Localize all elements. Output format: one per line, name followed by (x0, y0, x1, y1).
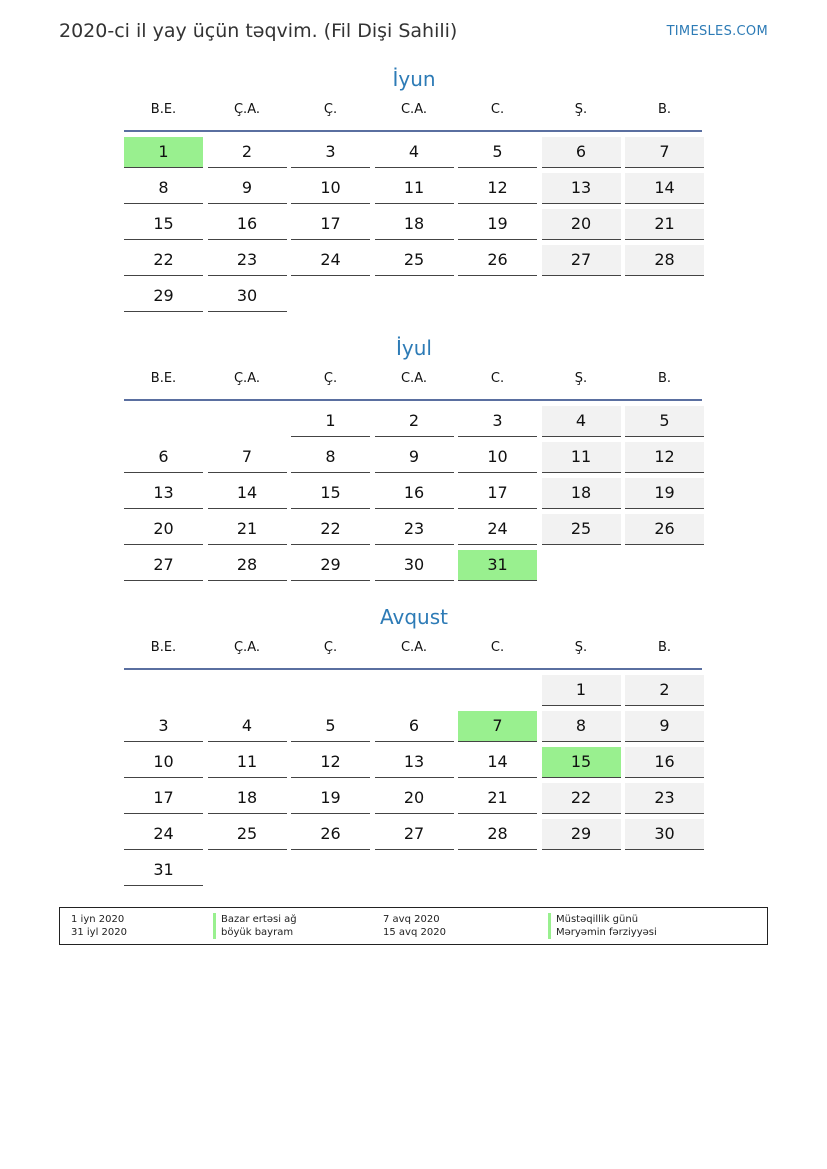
day-cell[interactable]: 21 (208, 514, 287, 545)
month-block (124, 335, 704, 586)
holiday-day-cell[interactable]: 15 (542, 747, 621, 778)
legend-names-right (556, 913, 657, 939)
day-cell[interactable]: 12 (625, 442, 704, 473)
week-row (124, 281, 704, 317)
weekday-label: B.E. (150, 102, 177, 117)
legend-color-marker (548, 913, 551, 939)
day-cell[interactable]: 30 (208, 281, 287, 312)
day-cell[interactable]: 18 (375, 209, 454, 240)
day-cell[interactable]: 22 (124, 245, 203, 276)
day-cell[interactable]: 11 (375, 173, 454, 204)
empty-day-cell (458, 855, 537, 886)
day-cell[interactable]: 5 (625, 406, 704, 437)
empty-day-cell (625, 550, 704, 581)
day-cell[interactable]: 13 (375, 747, 454, 778)
day-cell[interactable]: 18 (542, 478, 621, 509)
day-cell[interactable]: 29 (542, 819, 621, 850)
weekday-label: C.A. (400, 102, 427, 117)
day-cell[interactable]: 27 (124, 550, 203, 581)
legend-holiday-name: Məryəmin fərziyyəsi (556, 927, 657, 938)
weekday-label: Ç. (323, 371, 338, 386)
empty-day-cell (542, 281, 621, 312)
day-cell[interactable]: 17 (291, 209, 370, 240)
week-row (124, 711, 704, 747)
legend-date: 1 iyn 2020 (71, 914, 125, 925)
day-cell[interactable]: 5 (291, 711, 370, 742)
day-cell[interactable]: 10 (124, 747, 203, 778)
weekday-label: Ş. (574, 640, 588, 655)
day-cell[interactable]: 6 (124, 442, 203, 473)
header-divider (124, 399, 702, 401)
day-cell[interactable]: 8 (542, 711, 621, 742)
empty-day-cell (625, 855, 704, 886)
day-cell[interactable]: 31 (124, 855, 203, 886)
day-cell[interactable]: 26 (291, 819, 370, 850)
day-cell[interactable]: 23 (208, 245, 287, 276)
legend-color-marker (213, 913, 216, 939)
weekday-label: B. (657, 102, 672, 117)
day-cell[interactable]: 9 (208, 173, 287, 204)
day-cell[interactable]: 22 (291, 514, 370, 545)
week-row (124, 783, 704, 819)
day-cell[interactable]: 26 (625, 514, 704, 545)
day-cell[interactable]: 24 (458, 514, 537, 545)
day-cell[interactable]: 20 (375, 783, 454, 814)
weekday-label: Ç. (323, 640, 338, 655)
week-row (124, 245, 704, 281)
week-row (124, 442, 704, 478)
legend-names-left (221, 913, 297, 939)
weekday-header (124, 638, 704, 668)
day-cell[interactable]: 14 (208, 478, 287, 509)
week-row (124, 855, 704, 891)
weekday-label: Ç. (323, 102, 338, 117)
weekday-label: B. (657, 371, 672, 386)
day-cell[interactable]: 22 (542, 783, 621, 814)
weekday-label: B. (657, 640, 672, 655)
day-cell[interactable]: 2 (375, 406, 454, 437)
empty-day-cell (208, 855, 287, 886)
empty-day-cell (124, 406, 203, 437)
day-cell[interactable]: 28 (208, 550, 287, 581)
month-block (124, 604, 704, 891)
day-cell[interactable]: 25 (542, 514, 621, 545)
holiday-day-cell[interactable]: 7 (458, 711, 537, 742)
weekday-header (124, 100, 704, 130)
weekday-label: B.E. (150, 640, 177, 655)
week-row (124, 514, 704, 550)
legend-date: 7 avq 2020 (383, 914, 440, 925)
day-cell[interactable]: 19 (291, 783, 370, 814)
weekday-label: Ç.A. (233, 102, 260, 117)
weekday-label: Ç.A. (233, 640, 260, 655)
empty-day-cell (208, 406, 287, 437)
day-cell[interactable]: 10 (458, 442, 537, 473)
month-title: İyul (396, 336, 432, 360)
week-row (124, 137, 704, 173)
legend-holiday-name: Müstəqillik günü (556, 914, 639, 925)
day-cell[interactable]: 24 (291, 245, 370, 276)
empty-day-cell (458, 675, 537, 706)
empty-day-cell (375, 281, 454, 312)
day-cell[interactable]: 1 (291, 406, 370, 437)
day-cell[interactable]: 11 (208, 747, 287, 778)
holiday-day-cell[interactable]: 31 (458, 550, 537, 581)
day-cell[interactable]: 4 (542, 406, 621, 437)
week-row (124, 173, 704, 209)
day-cell[interactable]: 8 (124, 173, 203, 204)
day-cell[interactable]: 25 (208, 819, 287, 850)
day-cell[interactable]: 24 (124, 819, 203, 850)
legend-dates-left (71, 913, 127, 939)
month-block (124, 66, 704, 317)
month-title: İyun (392, 67, 436, 91)
day-cell[interactable]: 14 (458, 747, 537, 778)
legend-dates-right (383, 913, 446, 939)
day-cell[interactable]: 20 (124, 514, 203, 545)
day-cell[interactable]: 12 (458, 173, 537, 204)
empty-day-cell (458, 281, 537, 312)
holiday-day-cell[interactable]: 1 (124, 137, 203, 168)
empty-day-cell (291, 281, 370, 312)
day-cell[interactable]: 9 (375, 442, 454, 473)
weekday-label: Ç.A. (233, 371, 260, 386)
day-cell[interactable]: 19 (458, 209, 537, 240)
day-cell[interactable]: 17 (124, 783, 203, 814)
empty-day-cell (124, 675, 203, 706)
day-cell[interactable]: 16 (625, 747, 704, 778)
weekday-label: C.A. (400, 640, 427, 655)
day-cell[interactable]: 27 (542, 245, 621, 276)
day-cell[interactable]: 23 (375, 514, 454, 545)
legend-date: 31 iyl 2020 (71, 927, 128, 938)
header-divider (124, 668, 702, 670)
day-cell[interactable]: 1 (542, 675, 621, 706)
header-divider (124, 130, 702, 132)
legend-holiday-name: böyük bayram (221, 927, 294, 938)
weekday-header (124, 369, 704, 399)
day-cell[interactable]: 27 (375, 819, 454, 850)
week-row (124, 747, 704, 783)
day-cell[interactable]: 16 (208, 209, 287, 240)
week-row (124, 478, 704, 514)
week-row (124, 209, 704, 245)
day-cell[interactable]: 3 (458, 406, 537, 437)
legend-holiday-name: Bazar ertəsi ağ (221, 914, 297, 925)
day-cell[interactable]: 16 (375, 478, 454, 509)
day-cell[interactable]: 4 (208, 711, 287, 742)
day-cell[interactable]: 7 (625, 137, 704, 168)
day-cell[interactable]: 13 (542, 173, 621, 204)
day-cell[interactable]: 11 (542, 442, 621, 473)
day-cell[interactable]: 26 (458, 245, 537, 276)
weekday-label: C. (490, 102, 505, 117)
day-cell[interactable]: 23 (625, 783, 704, 814)
month-title: Avqust (380, 605, 448, 629)
day-cell[interactable]: 10 (291, 173, 370, 204)
weekday-label: C. (490, 640, 505, 655)
day-cell[interactable]: 4 (375, 137, 454, 168)
week-row (124, 675, 704, 711)
day-cell[interactable]: 19 (625, 478, 704, 509)
weekday-label: C. (490, 371, 505, 386)
week-row (124, 406, 704, 442)
day-cell[interactable]: 29 (291, 550, 370, 581)
empty-day-cell (542, 550, 621, 581)
weekday-label: B.E. (150, 371, 177, 386)
day-cell[interactable]: 6 (542, 137, 621, 168)
day-cell[interactable]: 8 (291, 442, 370, 473)
weekday-label: C.A. (400, 371, 427, 386)
day-cell[interactable]: 14 (625, 173, 704, 204)
day-cell[interactable]: 25 (375, 245, 454, 276)
day-cell[interactable]: 15 (291, 478, 370, 509)
day-cell[interactable]: 17 (458, 478, 537, 509)
day-cell[interactable]: 21 (458, 783, 537, 814)
day-cell[interactable]: 18 (208, 783, 287, 814)
site-link[interactable]: TIMESLES.COM (666, 24, 768, 39)
day-cell[interactable]: 15 (124, 209, 203, 240)
day-cell[interactable]: 9 (625, 711, 704, 742)
empty-day-cell (208, 675, 287, 706)
day-cell[interactable]: 2 (625, 675, 704, 706)
day-cell[interactable]: 7 (208, 442, 287, 473)
legend-date: 15 avq 2020 (383, 927, 446, 938)
empty-day-cell (625, 281, 704, 312)
empty-day-cell (375, 855, 454, 886)
empty-day-cell (542, 855, 621, 886)
empty-day-cell (291, 855, 370, 886)
week-row (124, 550, 704, 586)
day-cell[interactable]: 6 (375, 711, 454, 742)
day-cell[interactable]: 3 (124, 711, 203, 742)
weekday-label: Ş. (574, 102, 588, 117)
day-cell[interactable]: 12 (291, 747, 370, 778)
holiday-legend (59, 907, 768, 945)
day-cell[interactable]: 28 (625, 245, 704, 276)
day-cell[interactable]: 5 (458, 137, 537, 168)
day-cell[interactable]: 3 (291, 137, 370, 168)
empty-day-cell (375, 675, 454, 706)
day-cell[interactable]: 20 (542, 209, 621, 240)
empty-day-cell (291, 675, 370, 706)
day-cell[interactable]: 30 (375, 550, 454, 581)
week-row (124, 819, 704, 855)
day-cell[interactable]: 2 (208, 137, 287, 168)
page-title: 2020-ci il yay üçün təqvim. (Fil Dişi Sahili) (59, 20, 458, 42)
day-cell[interactable]: 28 (458, 819, 537, 850)
day-cell[interactable]: 13 (124, 478, 203, 509)
day-cell[interactable]: 30 (625, 819, 704, 850)
day-cell[interactable]: 29 (124, 281, 203, 312)
day-cell[interactable]: 21 (625, 209, 704, 240)
weekday-label: Ş. (574, 371, 588, 386)
